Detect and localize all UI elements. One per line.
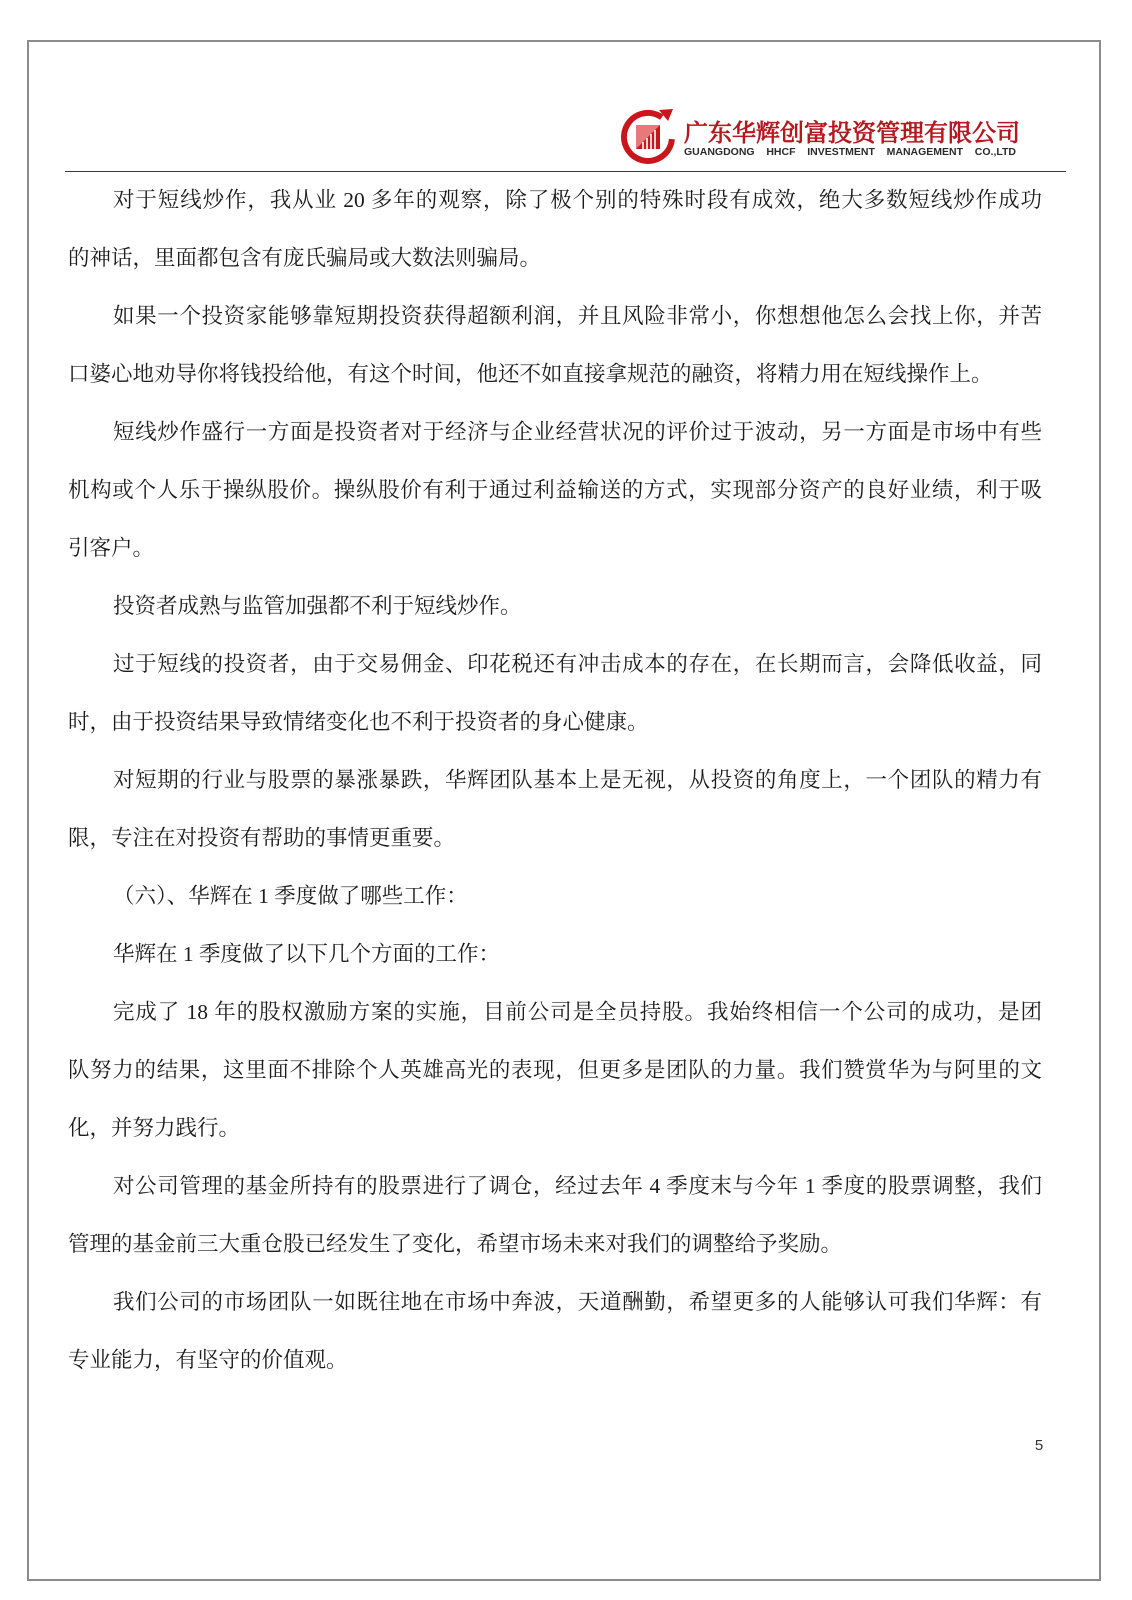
paragraph-line: 过于短线的投资者，由于交易佣金、印花税还有冲击成本的存在，在长期而言，会降低收益，同 [113,652,1042,676]
body-text [68,171,1042,1389]
paragraph [68,1273,1042,1389]
paragraph-line: 化，并努力践行。 [68,1116,241,1140]
paragraph-line: 机构或个人乐于操纵股价。操纵股价有利于通过利益输送的方式，实现部分资产的良好业绩，利于吸 [68,478,1042,502]
paragraph-line: 华辉在 1 季度做了以下几个方面的工作： [113,942,501,966]
paragraph-line: 对公司管理的基金所持有的股票进行了调仓，经过去年 4 季度末与今年 1 季度的股票调整，我们 [113,1174,1042,1198]
paragraph-line: 口婆心地劝导你将钱投给他，有这个时间，他还不如直接拿规范的融资，将精力用在短线操作上。 [68,362,993,386]
paragraph-line: 引客户。 [68,536,155,560]
section-heading [68,867,1042,925]
paragraph-line: 投资者成熟与监管加强都不利于短线炒作。 [113,594,522,618]
company-logo [619,106,677,166]
paragraph-line: 对短期的行业与股票的暴涨暴跌，华辉团队基本上是无视，从投资的角度上，一个团队的精力有 [113,768,1042,792]
paragraph-line: 管理的基金前三大重仓股已经发生了变化，希望市场未来对我们的调整给予奖励。 [68,1232,843,1256]
company-name-cn: 广东华辉创富投资管理有限公司 [684,119,1020,147]
paragraph-line: 限，专注在对投资有帮助的事情更重要。 [68,826,456,850]
paragraph-line: （六）、华辉在 1 季度做了哪些工作： [113,884,468,908]
paragraph [68,577,1042,635]
paragraph [68,983,1042,1157]
paragraph-line: 对于短线炒作，我从业 20 多年的观察，除了极个别的特殊时段有成效，绝大多数短线炒作成功 [113,188,1042,212]
paragraph [68,287,1042,403]
paragraph [68,1157,1042,1273]
paragraph-line: 短线炒作盛行一方面是投资者对于经济与企业经营状况的评价过于波动，另一方面是市场中有些 [113,420,1042,444]
paragraph-line: 的神话，里面都包含有庞氏骗局或大数法则骗局。 [68,246,542,270]
paragraph [68,925,1042,983]
paragraph-line: 我们公司的市场团队一如既往地在市场中奔波，天道酬勤，希望更多的人能够认可我们华辉：有 [113,1290,1042,1314]
company-name-en: GUANGDONG HHCF INVESTMENT MANAGEMENT CO.,LTD [684,146,1016,158]
paragraph [68,751,1042,867]
paragraph-line: 队努力的结果，这里面不排除个人英雄高光的表现，但更多是团队的力量。我们赞赏华为与阿里的文 [68,1058,1042,1082]
paragraph-line: 如果一个投资家能够靠短期投资获得超额利润，并且风险非常小，你想想他怎么会找上你，并苦 [113,304,1042,328]
paragraph-line: 专业能力，有坚守的价值观。 [68,1348,348,1372]
paragraph-line: 完成了 18 年的股权激励方案的实施，目前公司是全员持股。我始终相信一个公司的成功，是团 [113,1000,1042,1024]
paragraph [68,403,1042,577]
paragraph [68,171,1042,287]
paragraph [68,635,1042,751]
paragraph-line: 时，由于投资结果导致情绪变化也不利于投资者的身心健康。 [68,710,649,734]
page-number: 5 [1034,1437,1044,1454]
